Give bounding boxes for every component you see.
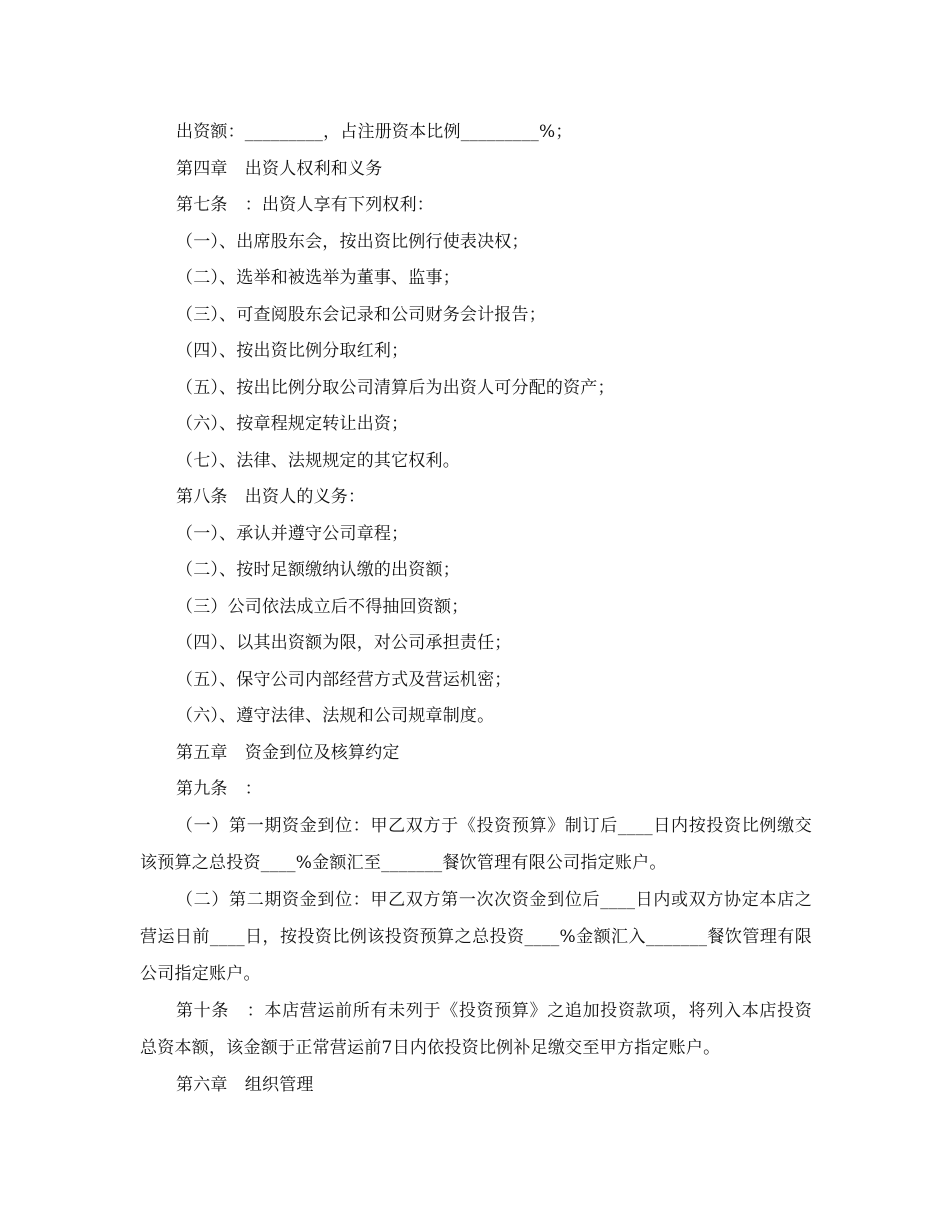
right-item-5: （五）、按出比例分取公司清算后为出资人可分配的资产； [176,377,615,398]
obligation-item-2: （二）、按时足额缴纳认缴的出资额； [176,560,460,580]
document-body [140,114,812,1103]
article-eight-heading: 第八条 出资人的义务： [176,487,366,507]
capital-contribution-line: 出资额：_________，占注册资本比例_________%； [176,122,573,142]
first-funding-paragraph: （一）第一期资金到位：甲乙双方于《投资预算》制订后____日内按投资比例缴交该预算之总投资____%金额汇至_______餐饮管理有限公司指定账户。 [140,815,812,873]
obligation-item-4: （四）、以其出资额为限，对公司承担责任； [176,633,512,653]
second-funding-paragraph: （二）第二期资金到位：甲乙双方第一次次资金到位后____日内或双方协定本店之营运日前____日，按投资比例该投资预算之总投资____%金额汇入_______餐饮管理有限公司指定账户。 [140,889,812,984]
chapter-six-heading: 第六章 组织管理 [176,1074,314,1095]
right-item-2: （二）、选举和被选举为董事、监事； [176,268,460,288]
right-item-6: （六）、按章程规定转让出资； [176,414,409,434]
right-item-1: （一）、出席股东会，按出资比例行使表决权； [176,231,529,252]
article-nine-heading: 第九条 ： [176,779,262,799]
chapter-four-heading: 第四章 出资人权利和义务 [176,158,383,179]
obligation-item-5: （五）、保守公司内部经营方式及营运机密； [176,669,512,690]
right-item-4: （四）、按出资比例分取红利； [176,341,409,361]
right-item-3: （三）、可查阅股东会记录和公司财务会计报告； [176,304,546,325]
obligation-item-3: （三）公司依法成立后不得抽回资额； [176,596,469,617]
obligation-item-1: （一）、承认并遵守公司章程； [176,523,409,544]
right-item-7: （七）、法律、法规规定的其它权利。 [176,450,460,471]
article-ten-paragraph: 第十条 ：本店营运前所有未列于《投资预算》之追加投资款项，将列入本店投资总资本额，该金额于正常营运前7日内依投资比例补足缴交至甲方指定账户。 [140,1000,812,1058]
chapter-five-heading: 第五章 资金到位及核算约定 [176,742,400,763]
article-seven-heading: 第七条 ：出资人享有下列权利： [176,195,434,215]
obligation-item-6: （六）、遵守法律、法规和公司规章制度。 [176,706,495,726]
